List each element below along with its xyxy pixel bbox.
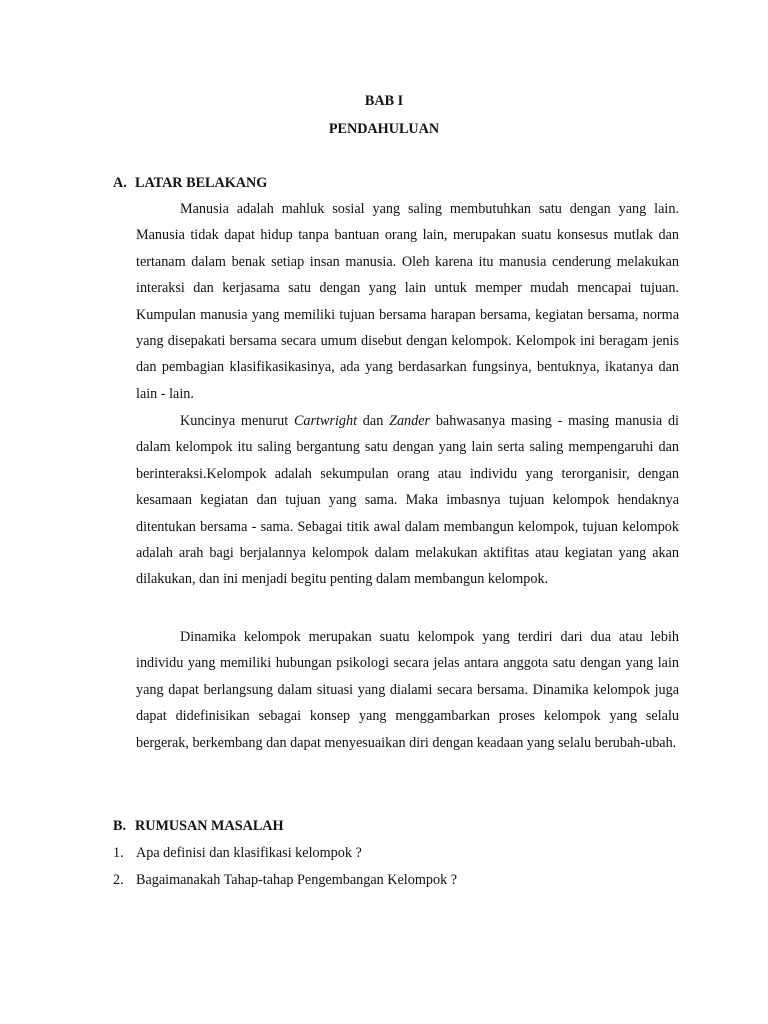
author-zander: Zander bbox=[389, 413, 431, 429]
paragraph-3: Dinamika kelompok merupakan suatu kelompok yang terdiri dari dua atau lebih individu yang memiliki hubungan psikologi secara jelas antara anggota satu dengan yang lain yang dapat berlangsung dalam situasi yang dialami secara bersama. Dinamika kelompok juga dapat didefinisikan sebagai konsep yang menggambarkan proses kelompok yang selalu bergerak, berkembang dan dapat menyesuaikan diri dengan keadaan yang selalu berubah-ubah. bbox=[136, 629, 679, 751]
paragraph-2-conjunction: dan bbox=[357, 413, 390, 429]
list-item-text: Apa definisi dan klasifikasi kelompok ? bbox=[136, 845, 362, 861]
section-a-number: A. bbox=[113, 175, 127, 191]
paragraph-1: Manusia adalah mahluk sosial yang saling membutuhkan satu dengan yang lain. Manusia tidak dapat hidup tanpa bantuan orang lain, merupakan suatu konsesus mutlak dan tertanam dalam benak setiap insan manusia. Oleh karena itu manusia cenderung melakukan interaksi dan kerjasama satu dengan yang lain untuk memper mudah mencapai tujuan. Kumpulan manusia yang memiliki tujuan bersama harapan bersama, kegiatan bersama, norma yang disepakati bersama secara umum disebut dengan kelompok. Kelompok ini beragam jenis dan pembagian klasifikasikasinya, ada yang berdasarkan fungsinya, bentuknya, ikatanya dan lain - lain. bbox=[136, 201, 679, 402]
list-item-number: 2. bbox=[113, 872, 124, 888]
section-b-title: RUMUSAN MASALAH bbox=[135, 818, 284, 834]
section-b-number: B. bbox=[113, 818, 127, 834]
list-item-number: 1. bbox=[113, 845, 124, 861]
list-item-text: Bagaimanakah Tahap-tahap Pengembangan Kelompok ? bbox=[136, 872, 458, 888]
chapter-title: PENDAHULUAN bbox=[328, 121, 440, 137]
paragraph-2-body: bahwasanya masing - masing manusia di dalam kelompok itu saling bergantung satu dengan yang lain serta saling mempengaruhi dan berinteraksi.Kelompok adalah sekumpulan orang atau individu yang terorganisir, dengan kesamaan kegiatan dan tujuan yang sama. Maka imbasnya tujuan kelompok hendaknya ditentukan bersama - sama. Sebagai titik awal dalam membangun kelompok, tujuan kelompok adalah arah bagi berjalannya kelompok dalam melakukan aktifitas atau kegiatan yang akan dilakukan, dan ini menjadi begitu penting dalam membangun kelompok. bbox=[136, 413, 679, 588]
paragraph-2-intro: Kuncinya menurut bbox=[180, 413, 294, 429]
author-cartwright: Cartwright bbox=[293, 413, 358, 429]
paragraph-2 bbox=[136, 408, 679, 593]
section-a-title: LATAR BELAKANG bbox=[135, 175, 268, 191]
chapter-label: BAB I bbox=[364, 93, 404, 109]
